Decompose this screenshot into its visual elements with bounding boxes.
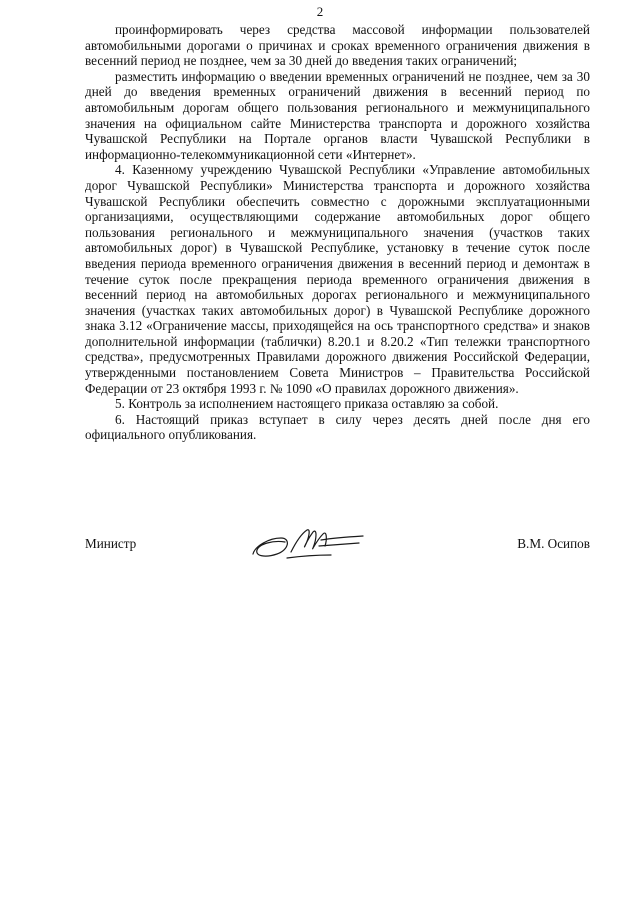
handwritten-signature [247,518,367,564]
paragraph-item-6: 6. Настоящий приказ вступает в силу через десять дней после дня его официального опубликования. [85,411,590,443]
signatory-title: Министр [85,536,137,551]
paragraph-item-5: 5. Контроль за исполнением настоящего приказа оставляю за собой. [115,396,499,412]
signature-block [85,532,590,572]
paragraph-item-4: 4. Казенному учреждению Чувашской Республики «Управление автомобильных дорог Чувашской Республики» Министерства транспорта и дорожного хозяйства Чувашской Республики обеспечить совместно с дорожными эксплуатационными организациями, осуществляющими содержание автомобильных дорог общего пользования регионального и межмуниципального значения (участков таких автомобильных дорог) в Чувашской Республике, установку в течение суток после введения периода временного ограничения движения в весенний период и демонтаж в течение суток после прекращения периода временного ограничения движения в весенний период на автомобильных дорогах регионального и межмуниципального значения (участках таких автомобильных дорог) в Чувашской Республике дорожного знака 3.12 «Ограничение массы, приходящейся на ось транспортного средства» и знаков дополнительной информации (таблички) 8.20.1 и 8.20.2 «Тип тележки транспортного средства», предусмотренных Правилами дорожного движения Российской Федерации, утвержденными постановлением Совета Министров – Правительства Российской Федерации от 23 октября 1993 г. № 1090 «О правилах дорожного движения». [85,162,590,396]
page-number: 2 [316,4,324,19]
document-body [85,22,590,443]
signatory-name: В.М. Осипов [517,536,590,551]
paragraph-publish-website: разместить информацию о введении временных ограничений не позднее, чем за 30 дней до введения временных ограничений движения в весенний период по автомобильным дорогам общего пользования регионального и межмуниципального значения на официальном сайте Министерства транспорта и дорожного хозяйства Чувашской Республики на Портале органов власти Чувашской Республики в информационно-телекоммуникационной сети «Интернет». [85,68,590,162]
paragraph-inform-media: проинформировать через средства массовой информации пользователей автомобильными дорогами о причинах и сроках временного ограничения движения в весенний период не позднее, чем за 30 дней до введения таких ограничений; [85,22,590,69]
